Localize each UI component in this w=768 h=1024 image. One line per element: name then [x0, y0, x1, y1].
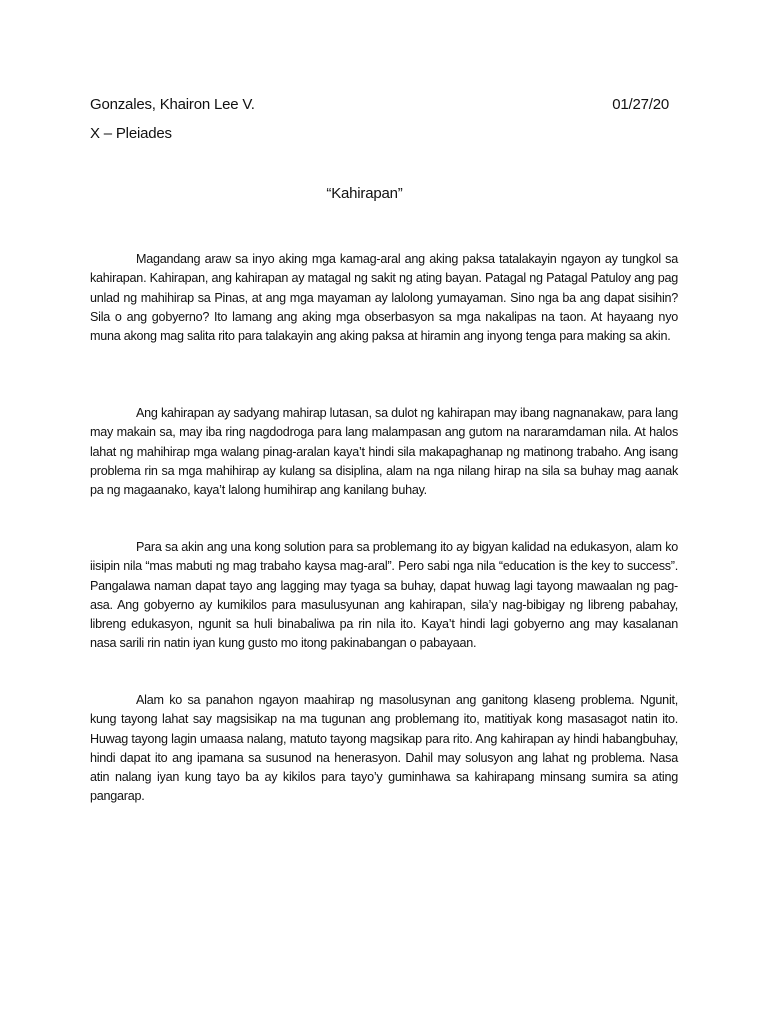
essay-title: “Kahirapan” [326, 185, 403, 202]
author-name: Gonzales, Khairon Lee V. [90, 96, 255, 113]
document-header [90, 96, 678, 116]
paragraph-2: Ang kahirapan ay sadyang mahirap lutasan, sa dulot ng kahirapan may ibang nagnanakaw, para lang may makain sa, may iba ring nagdodroga para lang malampasan ang gutom na nararamdaman nila. At halos lahat ng mahihirap mga walang pinag-aralan kaya’t hindi sila makapaghanap ng matinong trabaho. Ang isang problema rin sa mga mahihirap ay kulang sa disiplina, alam na nga nilang hirap na sila sa buhay mag aanak pa ng magaanako, kaya’t lalong humihirap ang kanilang buhay. [90, 406, 678, 498]
paragraph-1: Magandang araw sa inyo aking mga kamag-aral ang aking paksa tatalakayin ngayon ay tungkol sa kahirapan. Kahirapan, ang kahirapan ay matagal ng sakit ng ating bayan. Patagal ng Patagal Patuloy ang pag unlad ng mahihirap sa Pinas, at ang mga mayaman ay lalolong yumayaman. Sino nga ba ang dapat sisihin? Sila o ang gobyerno? Ito lamang ang aking mga obserbasyon sa mga nakalipas na taon. At hayaang nyo muna akong mag salita rito para talakayin ang aking paksa at hiramin ang inyong tenga para making sa akin. [90, 252, 678, 344]
class-section: X – Pleiades [90, 125, 172, 142]
paragraph-4: Alam ko sa panahon ngayon maahirap ng masolusynan ang ganitong klaseng problema. Ngunit, kung tayong lahat say magsisikap na ma tugunan ang problemang ito, matitiyak kong masasagot natin ito. Huwag tayong lagin umaasa nalang, matuto tayong magsikap para rito. Ang kahirapan ay hindi habangbuhay, hindi dapat ito ang ipamana sa susunod na henerasyon. Dahil may solusyon ang lahat ng problema. Nasa atin nalang iyan kung tayo ba ay kikilos para tayo’y guminhawa sa kahirapang minsang sumira sa ating pangarap. [90, 693, 678, 804]
paragraph-3: Para sa akin ang una kong solution para sa problemang ito ay bigyan kalidad na edukasyon, alam ko iisipin nila “mas mabuti ng mag trabaho kaysa mag-aral”. Pero sabi nga nila “education is the key to success”. Pangalawa naman dapat tayo ang lagging may tyaga sa buhay, dapat huwag lagi tayong mawaalan ng pag-asa. Ang gobyerno ay kumikilos para masulusyunan ang kahirapan, sila’y nag-bibigay ng libreng pabahay, libreng edukasyon, ngunit sa huli binabaliwa pa rin nila ito. Kaya’t hindi lagi gobyerno ang may kasalanan nasa sarili rin natin iyan kung gusto mo itong pakinabangan o pabayaan. [90, 540, 678, 651]
document-date: 01/27/20 [612, 96, 669, 113]
